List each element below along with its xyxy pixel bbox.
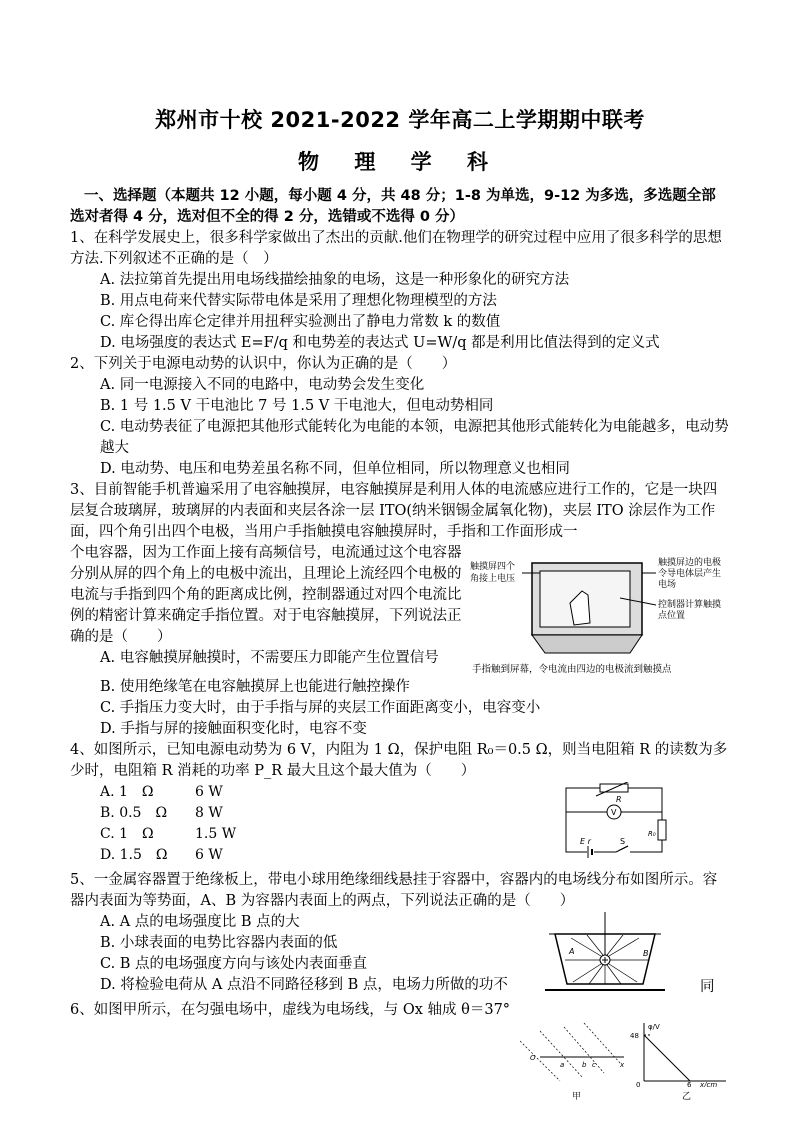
fig-label-right-2: 控制器计算触摸	[658, 600, 722, 610]
battery-label: E r	[580, 837, 591, 846]
q3-option-b: B. 使用绝缘笔在电容触摸屏上也能进行触控操作	[100, 679, 410, 695]
r0-label: R₀	[648, 830, 656, 838]
origin-o-label: O	[530, 1054, 536, 1062]
q5-stem: 5、一金属容器置于绝缘板上，带电小球用绝缘细线悬挂于容器中，容器内的电场线分布如图所示。容器内表面为等势面，A、B 为容器内表面上的两点，下列说法正确的是（ ）	[70, 872, 718, 909]
exam-page	[70, 104, 730, 1102]
point-c-label-jia: c	[592, 1061, 596, 1069]
point-a-label: A	[569, 947, 575, 956]
q4-option-d: D. 1.5 Ω 6 W	[100, 847, 223, 863]
figure-yi	[630, 1021, 730, 1102]
fig-label-right-1: 触摸屏边的电极	[658, 558, 722, 568]
x-tick-6: 6	[687, 1081, 692, 1087]
circuit-figure	[560, 782, 730, 870]
fig-label-left-2: 角接上电压	[470, 574, 516, 584]
q4-option-a: A. 1 Ω 6 W	[100, 784, 223, 800]
point-a-label-jia: a	[560, 1061, 565, 1069]
q4-option-b: B. 0.5 Ω 8 W	[100, 805, 223, 821]
section-heading: 一、选择题（本题共 12 小题，每小题 4 分，共 48 分；1-8 为单选，9-12 为多选，多选题全部选对者得 4 分，选对但不全的得 2 分，选错或不选得 0 分）	[70, 188, 716, 225]
q1-option-a: A. 法拉第首先提出用电场线描绘抽象的电场，这是一种形象化的研究方法	[100, 272, 570, 288]
exam-subject: 物 理 学 科	[298, 150, 502, 174]
q2-option-b: B. 1 号 1.5 V 干电池比 7 号 1.5 V 干电池大，但电动势相同	[100, 398, 494, 414]
q1-option-d: D. 电场强度的表达式 E=F/q 和电势差的表达式 U=W/q 都是利用比值法得到的定义式	[100, 335, 660, 351]
q3-option-c: C. 手指压力变大时，由于手指与屏的夹层工作面距离变小，电容变小	[100, 700, 541, 716]
switch-label: S	[620, 837, 626, 846]
q5-option-d-tail: 同	[700, 979, 715, 995]
q3-stem-1: 3、目前智能手机普遍采用了电容触摸屏，电容触摸屏是利用人体的电流感应进行工作的，它是一块四层复合玻璃屏，玻璃屏的内表面和夹层各涂一层 ITO(纳米铟锡金属氧化物)，夹层 ITO 涂层作为工作面，四个角引出四个电极，当用户手指触摸电容触摸屏时，手指和工作面形成一	[70, 482, 718, 540]
q4-option-c: C. 1 Ω 1.5 W	[100, 826, 237, 842]
origin-zero: 0	[636, 1081, 641, 1087]
caption-jia: 甲	[572, 1092, 582, 1102]
q5-option-b: B. 小球表面的电势比容器内表面的低	[100, 935, 338, 951]
q5-option-d: D. 将检验电荷从 A 点沿不同路径移到 B 点，电场力所做的功不	[100, 977, 508, 993]
touchscreen-figure	[470, 543, 730, 677]
q2-option-a: A. 同一电源接入不同的电路中，电动势会发生变化	[100, 377, 425, 393]
q2-option-d: D. 电动势、电压和电势差虽名称不同，但单位相同，所以物理意义也相同	[100, 461, 570, 477]
x-axis-label-jia: x	[620, 1061, 625, 1069]
q3-option-d: D. 手指与屏的接触面积变化时，电容不变	[100, 721, 367, 737]
q2-option-c: C. 电动势表征了电源把其他形式能转化为电能的本领，电源把其他形式能转化为电能越多，电动势越大	[100, 419, 729, 456]
x-axis-label-yi: x/cm	[700, 1081, 718, 1087]
figure-jia	[520, 1021, 630, 1102]
svg-text:电场: 电场	[658, 580, 677, 590]
resistor-box-label: R	[616, 795, 622, 804]
y-axis-label-yi: φ/V	[648, 1023, 660, 1031]
q3-option-a: A. 电容触摸屏触摸时，不需要压力即能产生位置信号	[100, 650, 439, 666]
svg-text:点位置: 点位置	[658, 611, 686, 621]
point-b-label-jia: b	[582, 1061, 587, 1069]
container-figure	[550, 912, 730, 1000]
q4-stem: 4、如图所示，已知电源电动势为 6 V，内阻为 1 Ω，保护电阻 R₀＝0.5 Ω，则当电阻箱 R 的读数为多少时，电阻箱 R 消耗的功率 P_R 最大且这个最大值为（ ）	[70, 742, 728, 779]
q6-stem: 6、如图甲所示，在匀强电场中，虚线为电场线，与 Ox 轴成 θ＝37°	[70, 1002, 511, 1018]
q2-stem: 2、下列关于电源电动势的认识中，你认为正确的是（ ）	[70, 356, 457, 372]
y-tick-48: 48	[630, 1032, 639, 1040]
q5-option-c: C. B 点的电场强度方向与该处内表面垂直	[100, 956, 368, 972]
svg-text:令导电体层产生: 令导电体层产生	[658, 569, 722, 579]
caption-yi: 乙	[682, 1092, 692, 1102]
exam-title: 郑州市十校 2021-2022 学年高二上学期期中联考	[155, 108, 645, 132]
q1-option-c: C. 库仑得出库仑定律并用扭秤实验测出了静电力常数 k 的数值	[100, 314, 501, 330]
q3-stem-2: 个电容器，因为工作面上接有高频信号，电流通过这个电容器分别从屏的四个角上的电极中流出，且理论上流经四个电极的电流与手指到四个角的距离成比例，控制器通过对四个电流比例的精密计算来确定手指位置。对于电容触摸屏，下列说法正确的是（ ）	[70, 545, 462, 645]
fig-caption: 手指触到屏幕，令电流由四边的电极流到触摸点	[472, 664, 672, 675]
point-b-label: B	[643, 949, 649, 958]
fig-label-left-1: 触摸屏四个	[470, 562, 516, 572]
voltmeter-label: V	[611, 808, 617, 817]
q1-option-b: B. 用点电荷来代替实际带电体是采用了理想化物理模型的方法	[100, 293, 497, 309]
q5-option-a: A. A 点的电场强度比 B 点的大	[100, 914, 300, 930]
q1-stem: 1、在科学发展史上，很多科学家做出了杰出的贡献.他们在物理学的研究过程中应用了很多科学的思想方法.下列叙述不正确的是（ ）	[70, 230, 722, 267]
